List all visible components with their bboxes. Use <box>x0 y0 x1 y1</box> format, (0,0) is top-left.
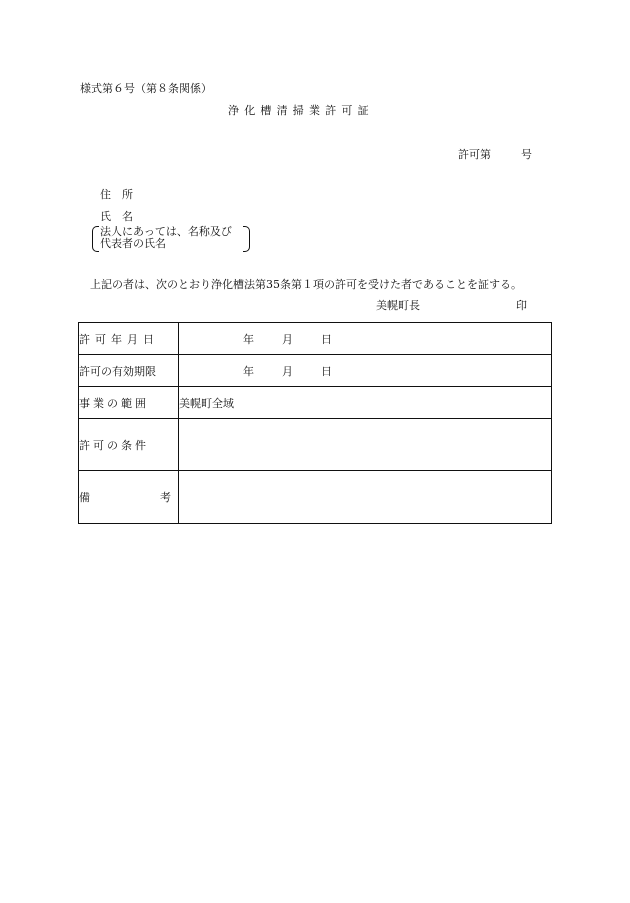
day-unit: 日 <box>321 364 332 378</box>
permit-number <box>458 148 532 162</box>
table-row-scope <box>79 387 552 419</box>
expiry-label: 許可の有効期限 <box>79 355 179 387</box>
remarks-label-left: 備 <box>79 491 90 504</box>
scope-value: 美幌町全域 <box>179 387 552 419</box>
permit-number-prefix: 許可第 <box>458 148 491 161</box>
scope-label: 事業の範囲 <box>79 387 179 419</box>
document-title: 浄化槽清掃業許可証 <box>228 104 374 117</box>
name-label: 氏 名 <box>100 210 133 223</box>
certification-text: 上記の者は、次のとおり浄化槽法第35条第１項の許可を受けた者であることを証する。 <box>90 278 522 291</box>
day-unit: 日 <box>321 332 332 346</box>
year-unit: 年 <box>243 332 254 346</box>
issuer-name: 美幌町長 <box>376 299 420 312</box>
remarks-value <box>179 471 552 524</box>
remarks-label-right: 考 <box>160 491 171 504</box>
table-row-conditions <box>79 419 552 471</box>
corporate-note <box>92 226 250 252</box>
permit-date-label: 許可年月日 <box>79 323 179 355</box>
address-label: 住 所 <box>100 188 133 201</box>
month-unit: 月 <box>282 332 293 346</box>
table-row-permit-date <box>79 323 552 355</box>
permit-number-suffix: 号 <box>521 148 532 161</box>
month-unit: 月 <box>282 364 293 378</box>
form-number-label: 様式第６号（第８条関係） <box>80 82 212 95</box>
seal-mark: 印 <box>516 299 527 312</box>
conditions-label: 許可の条件 <box>79 419 179 471</box>
table-row-remarks <box>79 471 552 524</box>
year-unit: 年 <box>243 364 254 378</box>
bracket-right <box>243 226 250 252</box>
table-row-expiry <box>79 355 552 387</box>
corporate-note-line2: 代表者の氏名 <box>100 237 166 250</box>
remarks-label <box>79 471 179 524</box>
corporate-note-line1: 法人にあっては、名称及び <box>100 225 232 238</box>
permit-details-table <box>78 322 552 524</box>
permit-date-value <box>179 323 552 355</box>
bracket-left <box>92 226 99 252</box>
conditions-value <box>179 419 552 471</box>
expiry-value <box>179 355 552 387</box>
